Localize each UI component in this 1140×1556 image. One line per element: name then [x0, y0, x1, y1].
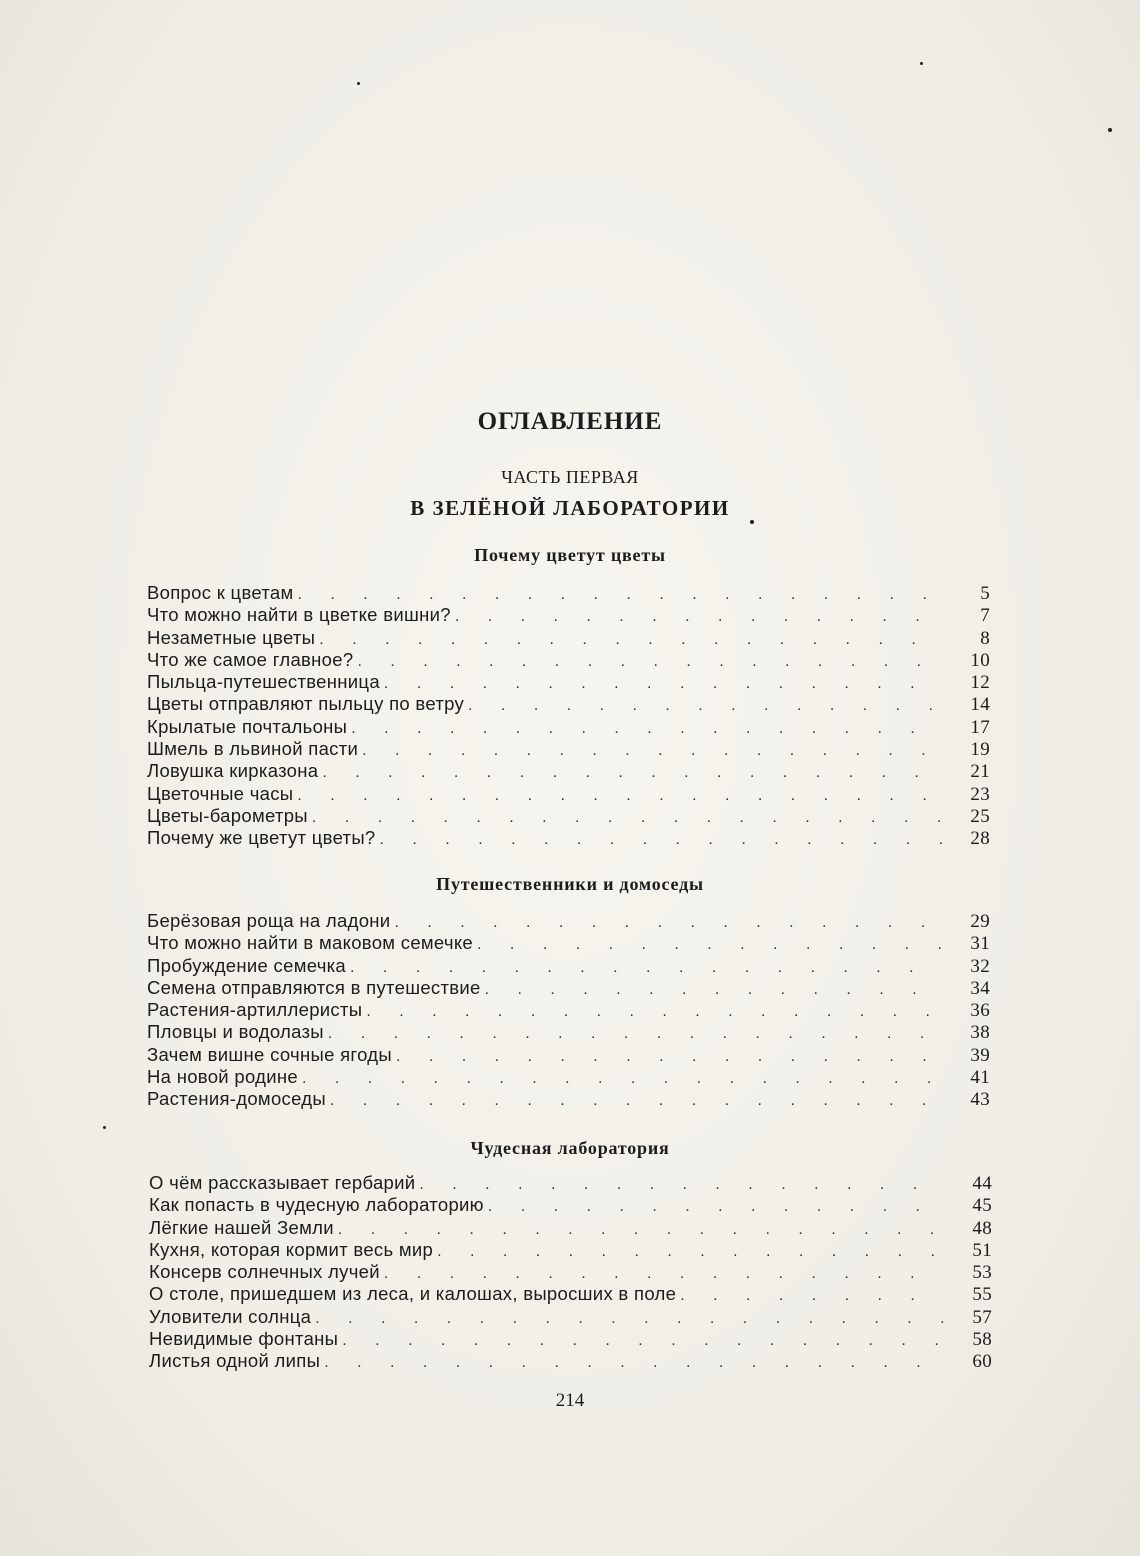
entry-page: 12: [970, 672, 990, 694]
leader-dots: [396, 1046, 942, 1068]
toc-entry[interactable]: [149, 1350, 992, 1372]
toc-entry[interactable]: [147, 1088, 990, 1110]
leader-dots: [394, 912, 942, 934]
entry-title: Ловушка кирказона: [147, 760, 319, 782]
entry-page: 25: [970, 805, 990, 827]
leader-dots: [680, 1285, 944, 1307]
toc-entry[interactable]: [147, 760, 990, 782]
leader-dots: [302, 1068, 942, 1090]
toc-entry[interactable]: [147, 716, 990, 738]
part-title: В ЗЕЛЁНОЙ ЛАБОРАТОРИИ: [410, 496, 730, 520]
entry-title: Растения-домоседы: [147, 1088, 326, 1110]
entry-title: Растения-артиллеристы: [147, 999, 363, 1021]
leader-dots: [351, 718, 942, 740]
entry-page: 53: [972, 1262, 992, 1284]
speck: [357, 82, 360, 85]
entry-title: Лёгкие нашей Земли: [149, 1216, 334, 1238]
entry-page: 8: [980, 627, 990, 649]
speck: [750, 520, 754, 524]
entry-title: Пыльца-путешественница: [147, 671, 380, 693]
leader-dots: [380, 829, 942, 851]
leader-dots: [328, 1023, 942, 1045]
entry-title: Что можно найти в цветке вишни?: [147, 604, 451, 626]
leader-dots: [384, 1263, 944, 1285]
toc-entry[interactable]: [149, 1239, 992, 1261]
leader-dots: [437, 1241, 944, 1263]
entry-title: Шмель в львиной пасти: [147, 738, 359, 760]
entry-title: Семена отправляются в путешествие: [147, 976, 481, 998]
entry-page: 21: [970, 761, 990, 783]
entry-title: Берёзовая роща на ладони: [147, 910, 391, 931]
toc-entry[interactable]: [147, 932, 990, 954]
toc-entry[interactable]: [149, 1217, 992, 1239]
entry-page: 29: [970, 911, 990, 932]
page-number: 214: [555, 1390, 585, 1411]
toc-title: ОГЛАВЛЕНИЕ: [477, 408, 663, 435]
toc-entry[interactable]: [147, 783, 990, 805]
toc-entry[interactable]: [147, 671, 990, 693]
entry-page: 10: [970, 649, 990, 671]
entry-page: 45: [972, 1195, 992, 1217]
toc-entry[interactable]: [147, 604, 990, 626]
entry-title: Пробуждение семечка: [147, 954, 347, 976]
leader-dots: [455, 606, 942, 628]
section-title-3: Чудесная лаборатория: [470, 1138, 670, 1158]
entry-title: О чём рассказывает гербарий: [149, 1172, 416, 1193]
entry-title: Цветочные часы: [147, 782, 294, 804]
leader-dots: [324, 1352, 944, 1374]
entry-title: Уловители солнца: [149, 1305, 312, 1327]
toc-entry[interactable]: [147, 999, 990, 1021]
entry-title: Почему же цветут цветы?: [147, 827, 376, 849]
leader-dots: [298, 584, 942, 606]
entry-page: 7: [980, 605, 990, 627]
leader-dots: [297, 785, 942, 807]
entry-page: 57: [972, 1306, 992, 1328]
leader-dots: [366, 1001, 942, 1023]
toc-entry[interactable]: [147, 738, 990, 760]
entry-page: 23: [970, 783, 990, 805]
section-title-1: Почему цветут цветы: [474, 545, 666, 565]
toc-entry[interactable]: [147, 582, 990, 604]
toc-entry[interactable]: [147, 1021, 990, 1043]
toc-entry[interactable]: [147, 693, 990, 715]
entry-title: Вопрос к цветам: [147, 582, 294, 603]
entry-page: 36: [970, 1000, 990, 1022]
toc-entry[interactable]: [147, 805, 990, 827]
entry-title: Как попасть в чудесную лабораторию: [149, 1194, 484, 1216]
toc-entry[interactable]: [147, 977, 990, 999]
entry-title: Что же самое главное?: [147, 648, 354, 670]
toc-entry[interactable]: [147, 1066, 990, 1088]
leader-dots: [330, 1090, 942, 1112]
leader-dots: [384, 673, 942, 695]
entry-page: 43: [970, 1089, 990, 1111]
section-2-entries: [147, 910, 990, 1111]
section-1-entries: [147, 582, 990, 850]
entry-page: 39: [970, 1044, 990, 1066]
entry-page: 31: [970, 933, 990, 955]
leader-dots: [312, 807, 942, 829]
part-label: ЧАСТЬ ПЕРВАЯ: [501, 467, 639, 487]
toc-entry[interactable]: [147, 627, 990, 649]
leader-dots: [362, 740, 942, 762]
leader-dots: [342, 1330, 944, 1352]
entry-title: Невидимые фонтаны: [149, 1328, 339, 1350]
leader-dots: [477, 934, 942, 956]
toc-entry[interactable]: [147, 649, 990, 671]
entry-page: 58: [972, 1329, 992, 1351]
entry-title: Пловцы и водолазы: [147, 1021, 324, 1043]
leader-dots: [468, 695, 942, 717]
entry-title: О столе, пришедшем из леса, и калошах, выросших в поле: [149, 1283, 677, 1305]
leader-dots: [338, 1219, 944, 1241]
leader-dots: [322, 762, 942, 784]
section-3-entries: [149, 1172, 992, 1373]
speck: [103, 1126, 106, 1129]
section-title-2: Путешественники и домоседы: [436, 874, 704, 894]
entry-title: Листья одной липы: [149, 1350, 321, 1372]
entry-title: Незаметные цветы: [147, 626, 316, 648]
entry-page: 17: [970, 716, 990, 738]
entry-page: 28: [970, 828, 990, 850]
toc-entry[interactable]: [149, 1194, 992, 1216]
entry-title: На новой родине: [147, 1066, 298, 1088]
leader-dots: [350, 957, 942, 979]
entry-page: 48: [972, 1217, 992, 1239]
toc-entry[interactable]: [149, 1261, 992, 1283]
leader-dots: [488, 1196, 944, 1218]
entry-page: 60: [972, 1351, 992, 1373]
entry-page: 38: [970, 1022, 990, 1044]
entry-title: Что можно найти в маковом семечке: [147, 932, 474, 954]
leader-dots: [485, 979, 942, 1001]
toc-entry[interactable]: [149, 1328, 992, 1350]
toc-entry[interactable]: [147, 910, 990, 932]
toc-entry[interactable]: [147, 1044, 990, 1066]
leader-dots: [357, 651, 942, 673]
entry-page: 19: [970, 739, 990, 761]
entry-page: 44: [972, 1173, 992, 1194]
leader-dots: [419, 1174, 944, 1196]
entry-title: Цветы-барометры: [147, 804, 308, 826]
leader-dots: [319, 629, 942, 651]
entry-page: 32: [970, 955, 990, 977]
toc-entry[interactable]: [149, 1172, 992, 1194]
entry-title: Зачем вишне сочные ягоды: [147, 1043, 392, 1065]
toc-entry[interactable]: [149, 1306, 992, 1328]
leader-dots: [315, 1308, 944, 1330]
entry-page: 5: [980, 583, 990, 604]
speck: [920, 62, 923, 65]
entry-title: Консерв солнечных лучей: [149, 1261, 380, 1283]
speck: [1108, 128, 1112, 132]
entry-page: 55: [972, 1284, 992, 1306]
entry-page: 51: [972, 1239, 992, 1261]
entry-page: 41: [970, 1067, 990, 1089]
entry-title: Крылатые почтальоны: [147, 715, 348, 737]
toc-entry[interactable]: [147, 827, 990, 849]
entry-page: 34: [970, 977, 990, 999]
entry-title: Кухня, которая кормит весь мир: [149, 1238, 434, 1260]
toc-entry[interactable]: [149, 1283, 992, 1305]
entry-page: 14: [970, 694, 990, 716]
entry-title: Цветы отправляют пыльцу по ветру: [147, 693, 465, 715]
toc-entry[interactable]: [147, 955, 990, 977]
